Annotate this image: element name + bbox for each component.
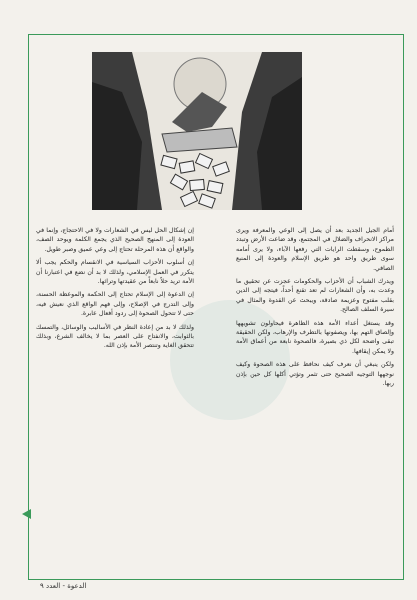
left-column xyxy=(36,226,194,355)
paragraph: إن الدعوة إلى الإسلام تحتاج إلى الحكمة والموعظة الحسنة، وإلى التدرج في الإصلاح، وإلى فهم الواقع الذي نعيش فيه، حتى لا تتحول الصحوة إلى ردود أفعال عابرة. xyxy=(36,291,194,318)
paragraph: ولكن ينبغي أن نعرف كيف نحافظ على هذه الصحوة وكيف نوجهها التوجيه الصحيح حتى تثمر وتؤتي أكلها كل حين بإذن ربها. xyxy=(236,361,394,388)
paragraph: ولذلك لا بد من إعادة النظر في الأساليب والوسائل، والتمسك بالثوابت، والانفتاح على العصر بما لا يخالف الشرع، وبذلك تتحقق الغاية وتنتصر الأمة بإذن الله. xyxy=(36,323,194,350)
right-column xyxy=(236,226,394,393)
paragraph: أمام الجيل الجديد بعد أن يصل إلى الوعي والمعرفة ويرى مراكز الانحراف والضلال في المجتمع، وقد ضاعت الأرض وتبدد الطموح، وسقطت الرايات التي رفعها الآباء، ولا يرى أمامه سوى طريق واحد هو طريق الإسلام والعودة إلى المنبع الصافي. xyxy=(236,227,394,272)
article-illustration xyxy=(92,52,302,210)
paragraph: إن أسلوب الأحزاب السياسية في الانقسام والحكم يجب ألا يتكرر في العمل الإسلامي، ولذلك لا بد أن نضع في اعتبارنا أن الأمة تريد حلاً نابعاً من عقيدتها وتراثها. xyxy=(36,259,194,286)
continue-arrow-icon xyxy=(22,509,31,519)
paragraph: وقد يستغل أعداء الأمة هذه الظاهرة فيحاولون تشويهها وإلصاق التهم بها، ويصفونها بالتطرف والإرهاب، ولكن الحقيقة تبقى واضحة لكل ذي بصيرة، فالصحوة نابعة من أعماق الأمة ولا يمكن إيقافها. xyxy=(236,319,394,355)
paragraph: ويدرك الشباب أن الأحزاب والحكومات عجزت عن تحقيق ما وعدت به، وأن الشعارات لم تعد تقنع أحداً، فيتجه إلى الدين بقلب مفتوح وعزيمة صادقة، ويبحث عن القدوة والمثال في سيرة السلف الصالح. xyxy=(236,278,394,314)
paragraph: إن إشكال الحل ليس في الشعارات ولا في الاحتجاج، وإنما في العودة إلى المنهج الصحيح الذي يجمع الكلمة ويوحد الصف، والواقع أن هذه المرحلة تحتاج إلى وعي عميق وصبر طويل. xyxy=(36,227,194,253)
page-footer: الدعوة - العدد ٩ xyxy=(40,582,87,590)
